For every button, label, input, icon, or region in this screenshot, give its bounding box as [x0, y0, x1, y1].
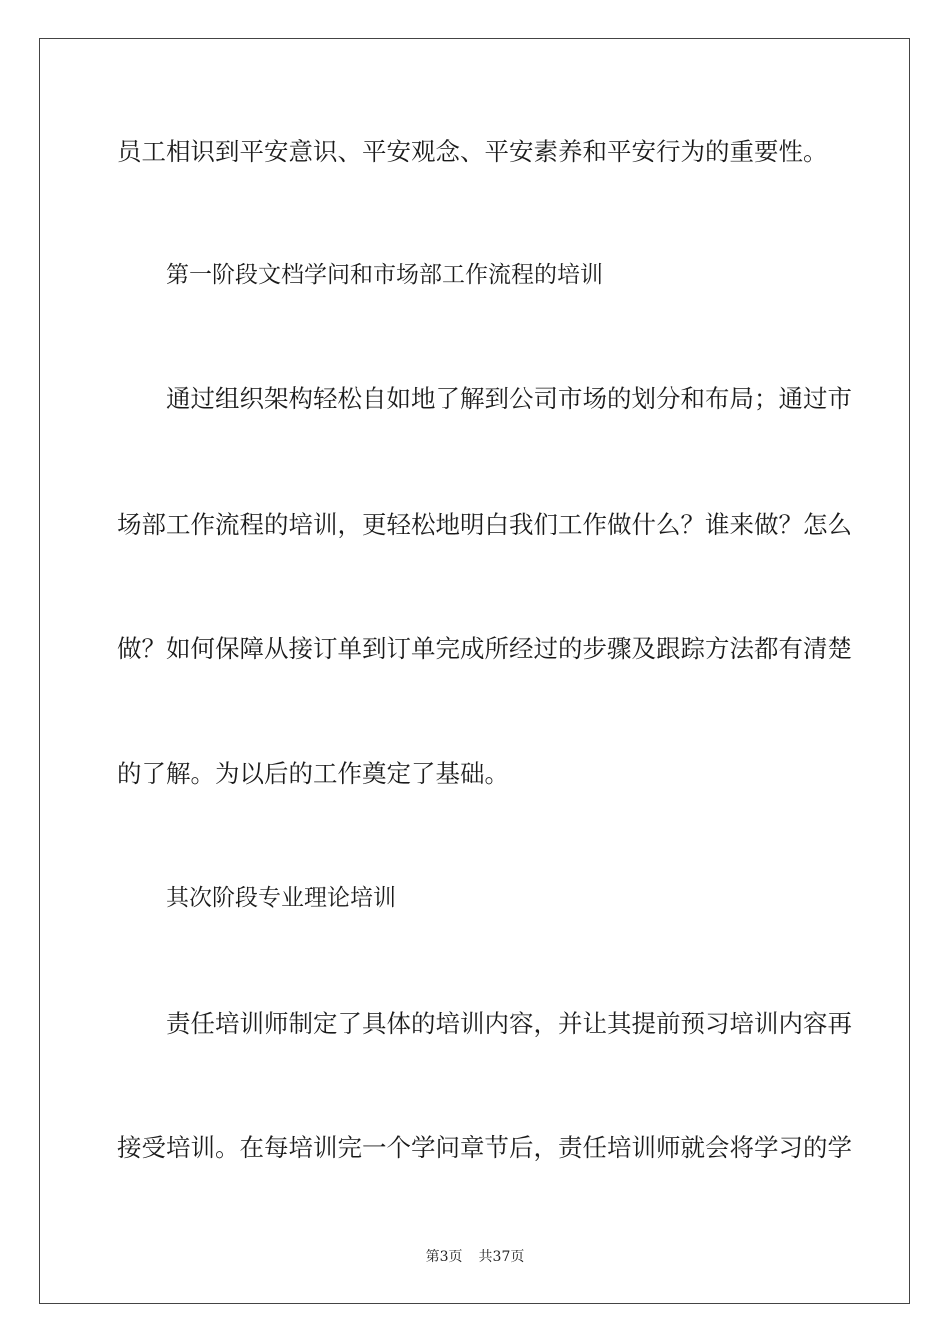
body-line-6: 的了解。为以后的工作奠定了基础。 — [117, 759, 509, 788]
page-footer — [0, 1246, 950, 1266]
body-line-4: 场部工作流程的培训，更轻松地明白我们工作做什么？谁来做？怎么 — [117, 510, 852, 539]
body-line-3: 通过组织架构轻松自如地了解到公司市场的划分和布局；通过市 — [166, 384, 852, 413]
page-total: 共37页 — [478, 1249, 525, 1265]
body-line-8: 责任培训师制定了具体的培训内容，并让其提前预习培训内容再 — [166, 1009, 852, 1038]
body-line-5: 做？如何保障从接订单到订单完成所经过的步骤及跟踪方法都有清楚 — [117, 634, 852, 663]
body-line-1: 员工相识到平安意识、平安观念、平安素养和平安行为的重要性。 — [117, 137, 828, 166]
section-heading-stage-2: 其次阶段专业理论培训 — [166, 885, 396, 911]
page-number: 第3页 — [425, 1249, 463, 1265]
page-border — [39, 38, 910, 1304]
section-heading-stage-1: 第一阶段文档学问和市场部工作流程的培训 — [166, 262, 603, 288]
body-line-9: 接受培训。在每培训完一个学问章节后，责任培训师就会将学习的学 — [117, 1133, 852, 1162]
